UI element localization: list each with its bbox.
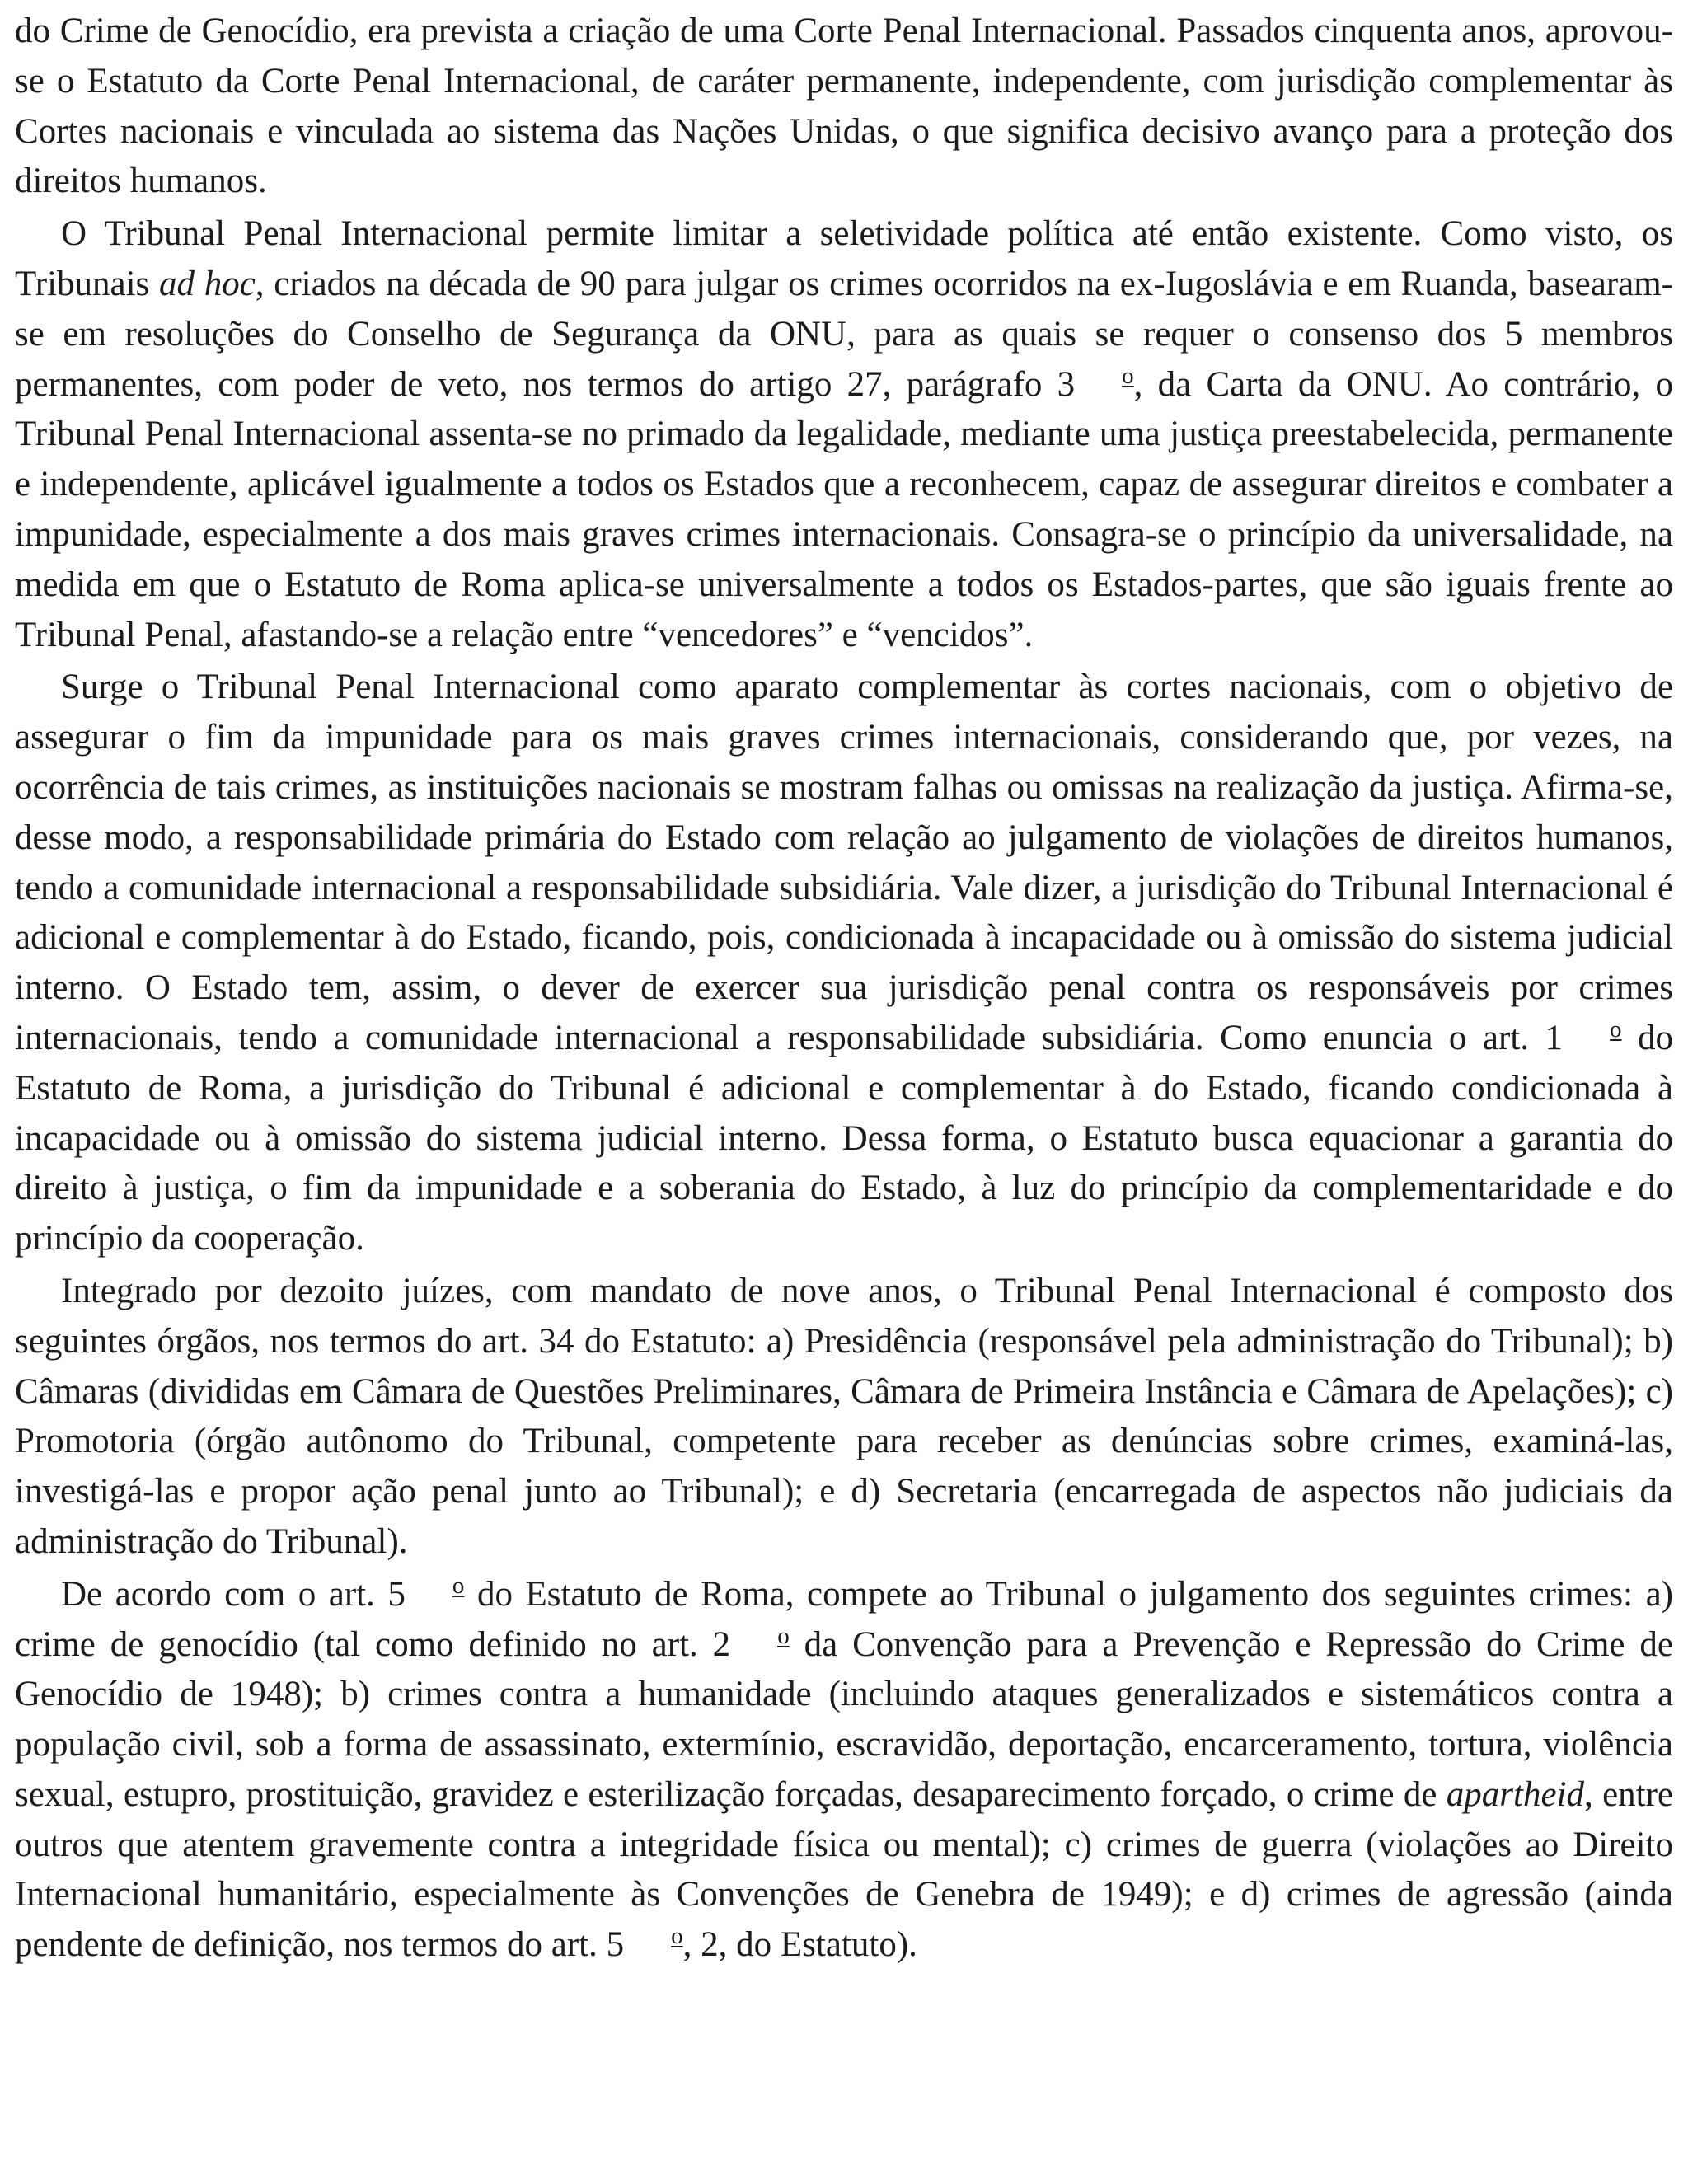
paragraph <box>15 663 1673 1264</box>
ordinal-indicator: o <box>777 1622 790 1649</box>
text-segment: do Estatuto de Roma, compete ao Tribunal o julgamento dos seguintes crimes: a) crime de genocídio (tal como definido no art. 2 <box>15 1574 1673 1664</box>
paragraph <box>15 209 1673 660</box>
paragraph <box>15 1570 1673 1971</box>
text-segment: Integrado por dezoito juízes, com mandato de nove anos, o Tribunal Penal Internacional é composto dos seguintes órgãos, nos termos do art. 34 do Estatuto: a) Presidência (responsável pela administração do Tribunal); b) Câmaras (divididas em Câmara de Questões Preliminares, Câmara de Primeira Instância e Câmara de Apelações); c) Promotoria (órgão autônomo do Tribunal, competente para receber as denúncias sobre crimes, examiná-las, investigá-las e propor ação penal junto ao Tribunal); e d) Secretaria (encarregada de aspectos não judiciais da administração do Tribunal). <box>15 1271 1673 1561</box>
text-segment: da Convenção para a Prevenção e Repressão do Crime de Genocídio de 1948); b) crimes contra a humanidade (incluindo ataques generalizados e sistemáticos contra a população civil, sob a forma de assassinato, extermínio, escravidão, deportação, encarceramento, tortura, violência sexual, estupro, prostituição, gravidez e esterilização forçadas, desaparecimento forçado, o crime de <box>15 1624 1673 1814</box>
paragraph <box>15 1267 1673 1568</box>
text-segment: O Tribunal Penal Internacional permite limitar a seletividade política até então existente. Como visto, os Tribunais <box>15 214 1673 303</box>
text-segment: do Crime de Genocídio, era prevista a criação de uma Corte Penal Internacional. Passados cinquenta anos, aprovou-se o Estatuto da Corte Penal Internacional, de caráter permanente, independente, com jurisdição complementar às Cortes nacionais e vinculada ao sistema das Nações Unidas, o que significa decisivo avanço para a proteção dos direitos humanos. <box>15 12 1673 201</box>
paragraph <box>15 7 1673 207</box>
ordinal-indicator: o <box>1122 362 1134 389</box>
text-segment: De acordo com o art. 5 <box>61 1574 406 1614</box>
ordinal-indicator: o <box>1610 1015 1622 1043</box>
italic-term: ad hoc <box>159 264 256 303</box>
text-segment: Surge o Tribunal Penal Internacional como aparato complementar às cortes nacionais, com o objetivo de assegurar o fim da impunidade para os mais graves crimes internacionais, considerando que, por vezes, na ocorrência de tais crimes, as instituições nacionais se mostram falhas ou omissas na realização da justiça. Afirma-se, desse modo, a responsabilidade primária do Estado com relação ao julgamento de violações de direitos humanos, tendo a comunidade internacional a responsabilidade subsidiária. Vale dizer, a jurisdição do Tribunal Internacional é adicional e complementar à do Estado, ficando, pois, condicionada à incapacidade ou à omissão do sistema judicial interno. O Estado tem, assim, o dever de exercer sua jurisdição penal contra os responsáveis por crimes internacionais, tendo a comunidade internacional a responsabilidade subsidiária. Como enuncia o art. 1 <box>15 668 1673 1057</box>
text-segment: , da Carta da ONU. Ao contrário, o Tribunal Penal Internacional assenta-se no primado da legalidade, mediante uma justiça preestabelecida, permanente e independente, aplicável igualmente a todos os Estados que a reconhecem, capaz de assegurar direitos e combater a impunidade, especialmente a dos mais graves crimes internacionais. Consagra-se o princípio da universalidade, na medida em que o Estatuto de Roma aplica-se universalmente a todos os Estados-partes, que são iguais frente ao Tribunal Penal, afastando-se a relação entre “vencedores” e “vencidos”. <box>15 364 1674 654</box>
ordinal-indicator: o <box>671 1923 683 1950</box>
text-segment: , entre outros que atentem gravemente contra a integridade física ou mental); c) crimes de guerra (violações ao Direito Internacional humanitário, especialmente às Convenções de Genebra de 1949); e d) crimes de agressão (ainda pendente de definição, nos termos do art. 5 <box>15 1774 1674 1965</box>
text-segment: do Estatuto de Roma, a jurisdição do Tribunal é adicional e complementar à do Estado, ficando condicionada à incapacidade ou à omissão do sistema judicial interno. Dessa forma, o Estatuto busca equacionar a garantia do direito à justiça, o fim da impunidade e a soberania do Estado, à luz do princípio da complementaridade e do princípio da cooperação. <box>15 1018 1674 1258</box>
text-segment: , criados na década de 90 para julgar os crimes ocorridos na ex-Iugoslávia e em Ruanda, basearam-se em resoluções do Conselho de Segurança da ONU, para as quais se requer o consenso dos 5 membros permanentes, com poder de veto, nos termos do artigo 27, parágrafo 3 <box>15 264 1673 404</box>
text-segment: , 2, do Estatuto). <box>682 1925 917 1965</box>
body-text <box>15 7 1673 1971</box>
ordinal-indicator: o <box>452 1572 465 1599</box>
italic-term: apartheid <box>1446 1774 1584 1814</box>
